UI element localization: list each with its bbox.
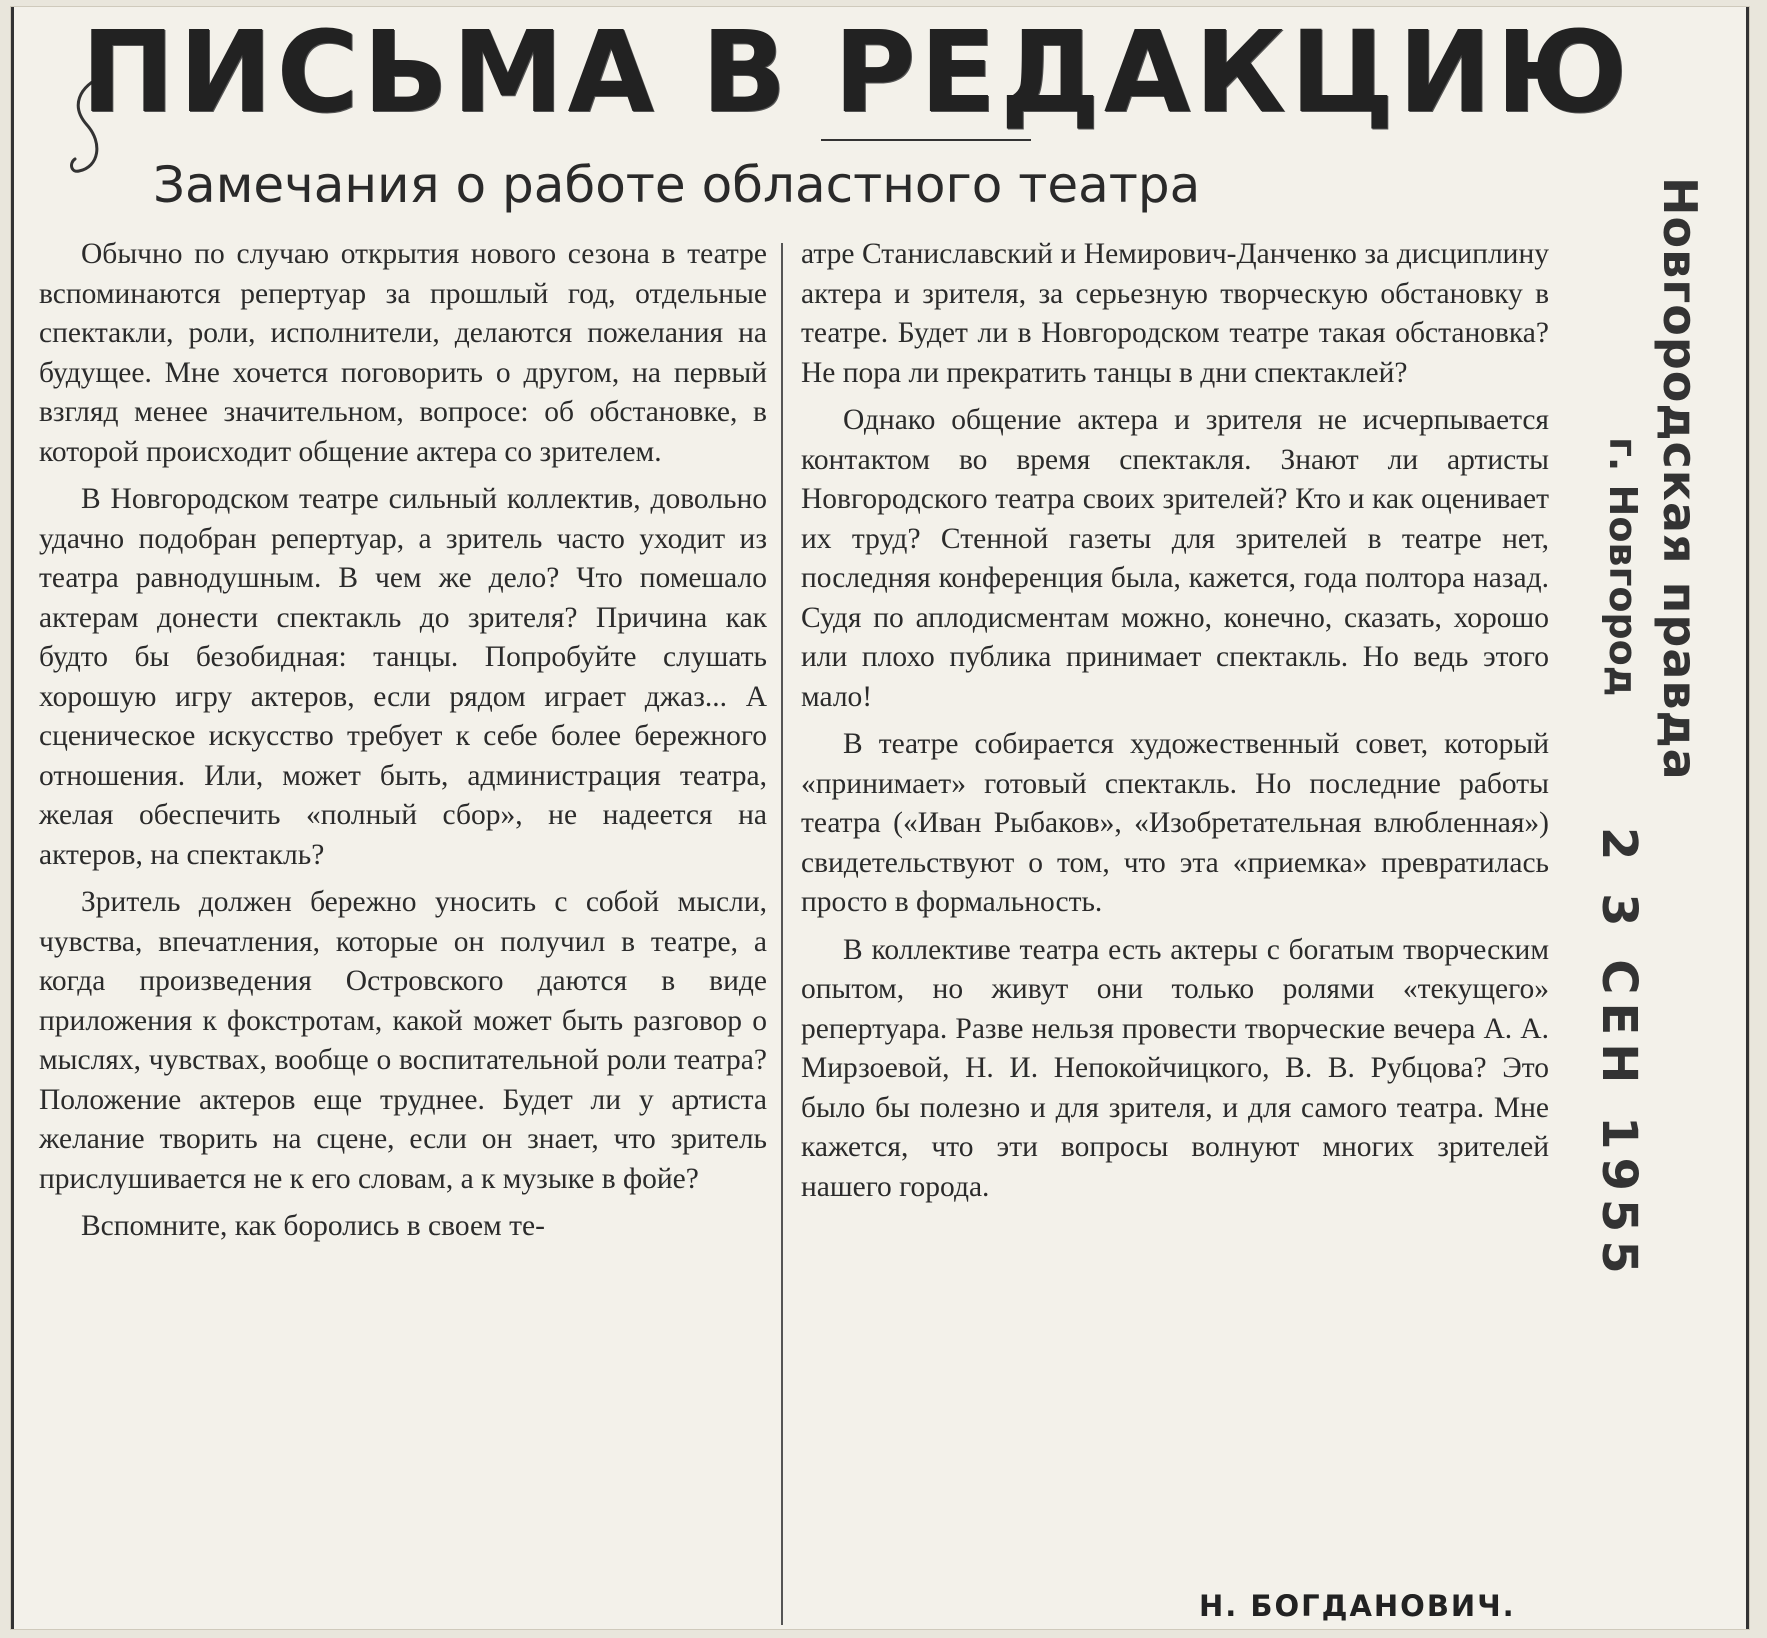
column-divider [781,243,783,1625]
paragraph: В коллективе театра есть актеры с богатым творческим опытом, но живут они только ролями «текущего» репертуара. Разве нельзя провести творческие вечера А. А. Мирзоевой, Н. И. Непокойчицкого, В. В. Рубцова? Это было бы полезно и для зрителя, и для самого театра. Мне кажется, что эти вопросы волнуют многих зрителей нашего города. [801,933,1549,1203]
section-headline: ПИСЬМА В РЕДАКЦИЮ [81,8,1632,138]
stamp-newspaper-name: Новгородская правда [1653,177,1707,781]
article-column-right [801,235,1549,1207]
paragraph: В театре собирается художественный совет, который «принимает» готовый спектакль. Но последние работы театра («Иван Рыбаков», «Изобретательная влюбленная») свидетельствуют о том, что эта «приемка» превратилась просто в формальность. [801,728,1549,918]
newspaper-clipping [10,6,1750,1630]
article-title: Замечания о работе областного театра [153,156,1201,214]
author-signature: Н. БОГДАНОВИЧ. [1199,1589,1516,1623]
archive-stamp [1569,177,1759,1282]
paragraph: Однако общение актера и зрителя не исчерпывается контактом во время спектакля. Знают ли артисты Новгородского театра своих зрителей? Кто и как оценивает их труд? Стенной газеты для зрителей в театре нет, последняя конференция была, кажется, года полтора назад. Судя по аплодисментам можно, конечно, сказать, хорошо или плохо публика принимает спектакль. Но ведь этого мало! [801,404,1549,713]
article-column-left [39,235,767,1247]
paragraph: атре Станиславский и Немирович-Данченко за дисциплину актера и зрителя, за серьезную творческую обстановку в театре. Будет ли в Новгородском театре такая обстановка? Не пора ли прекратить танцы в дни спектаклей? [801,238,1549,389]
paragraph: В Новгородском театре сильный коллектив, довольно удачно подобран репертуар, а зритель часто уходит из театра равнодушным. В чем же дело? Что помешало актерам донести спектакль до зрителя? Причина как будто бы безобидная: танцы. Попробуйте слушать хорошую игру актеров, если рядом играет джаз... А сценическое искусство требует к себе более бережного отношения. Или, может быть, администрация театра, желая обеспечить «полный сбор», не надеется на актеров, на спектакль? [39,483,767,871]
paragraph: Зритель должен бережно уносить с собой мысли, чувства, впечатления, которые он получил в театре, а когда произведения Островского даются в виде приложения к фокстротам, какой может быть разговор о мыслях, чувствах, вообще о воспитательной роли театра? Положение актеров еще труднее. Будет ли у артиста желание творить на сцене, если он знает, что зритель прислушивается не к его словам, а к музыке в фойе? [39,886,767,1195]
headline-rule [821,139,1031,141]
stamp-city: г. Новгород [1601,437,1645,697]
paragraph: Вспомните, как боролись в своем те- [81,1210,545,1242]
frame-left-border [11,7,14,1629]
stamp-date: 2 3 СЕН 1955 [1591,827,1647,1282]
paragraph: Обычно по случаю открытия нового сезона в театре вспоминаются репертуар за прошлый год, отдельные спектакли, роли, исполнители, делаются пожелания на будущее. Мне хочется поговорить о другом, на первый взгляд менее значительном, вопросе: об обстановке, в которой происходит общение актера со зрителем. [39,238,767,468]
